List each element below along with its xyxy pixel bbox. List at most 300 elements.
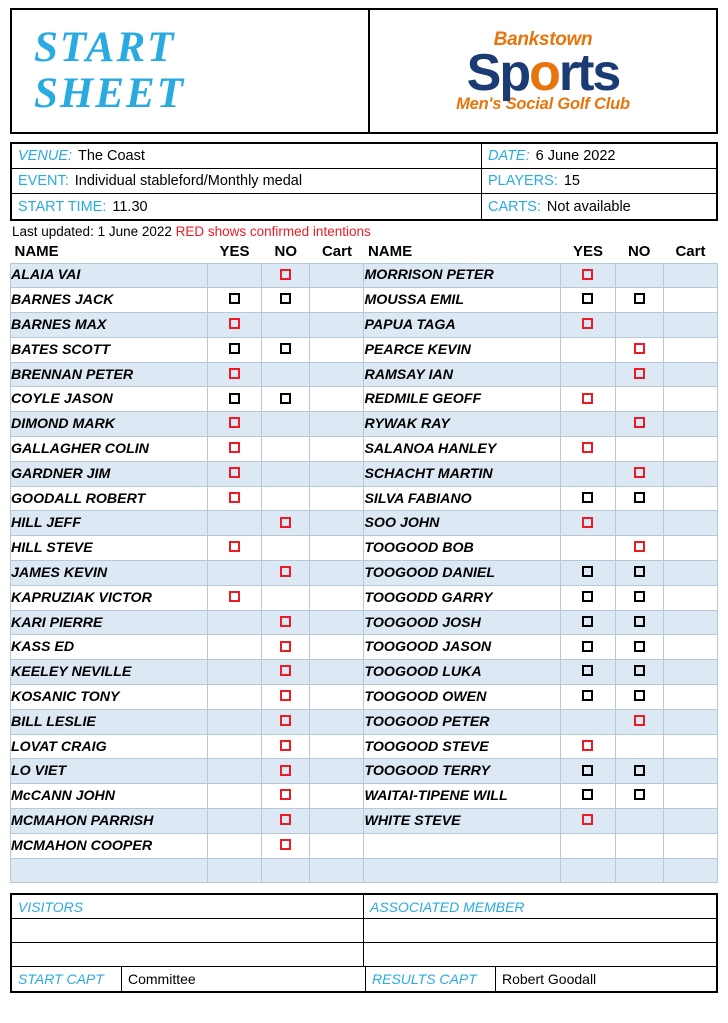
no-checkbox-cell[interactable] (262, 734, 310, 759)
no-checkbox-cell[interactable] (615, 313, 663, 338)
no-checkbox-cell[interactable] (262, 685, 310, 710)
yes-checkbox-cell[interactable] (561, 313, 615, 338)
cart-checkbox-cell[interactable] (663, 387, 717, 412)
yes-checkbox-cell[interactable] (561, 809, 615, 834)
checkbox-red[interactable] (634, 368, 645, 379)
player-name-cell: MCMAHON COOPER (11, 833, 208, 858)
no-checkbox-cell[interactable] (262, 511, 310, 536)
no-checkbox-cell[interactable] (615, 486, 663, 511)
no-checkbox-cell[interactable] (262, 833, 310, 858)
yes-checkbox-cell[interactable] (561, 362, 615, 387)
checkbox-black[interactable] (634, 789, 645, 800)
table-row (11, 263, 718, 288)
checkbox-red[interactable] (280, 740, 291, 751)
no-checkbox-cell[interactable] (615, 437, 663, 462)
no-checkbox-cell[interactable] (262, 610, 310, 635)
no-checkbox-cell[interactable] (615, 734, 663, 759)
cart-checkbox-cell[interactable] (663, 486, 717, 511)
cart-checkbox-cell[interactable] (663, 511, 717, 536)
checkbox-black[interactable] (229, 393, 240, 404)
player-name-cell: TOOGOOD OWEN (364, 685, 561, 710)
player-name-cell: KARI PIERRE (11, 610, 208, 635)
col-header-cart-left: Cart (321, 243, 352, 261)
venue-field (12, 144, 482, 168)
table-row (11, 486, 718, 511)
checkbox-red[interactable] (634, 715, 645, 726)
cart-checkbox-cell[interactable] (310, 610, 364, 635)
visitors-label-cell (12, 895, 364, 918)
yes-checkbox-cell[interactable] (561, 685, 615, 710)
no-checkbox-cell[interactable] (262, 387, 310, 412)
yes-checkbox-cell[interactable] (208, 635, 262, 660)
yes-checkbox-cell[interactable] (208, 585, 262, 610)
yes-checkbox-cell[interactable] (208, 412, 262, 437)
table-row (11, 709, 718, 734)
yes-checkbox-cell[interactable] (208, 337, 262, 362)
yes-checkbox-cell[interactable] (208, 486, 262, 511)
cart-checkbox-cell[interactable] (310, 759, 364, 784)
start-capt-label-cell (12, 967, 122, 991)
no-checkbox-cell[interactable] (262, 536, 310, 561)
checkbox-black[interactable] (634, 566, 645, 577)
document-header (10, 8, 718, 134)
yes-checkbox-cell[interactable] (208, 387, 262, 412)
cart-checkbox-cell[interactable] (310, 635, 364, 660)
cart-checkbox-cell[interactable] (663, 585, 717, 610)
checkbox-red[interactable] (229, 541, 240, 552)
no-checkbox-cell[interactable] (615, 288, 663, 313)
yes-checkbox-cell[interactable] (208, 610, 262, 635)
table-row (11, 511, 718, 536)
player-name-cell: LOVAT CRAIG (11, 734, 208, 759)
no-checkbox-cell[interactable] (615, 263, 663, 288)
checkbox-red[interactable] (582, 517, 593, 528)
document-footer (10, 893, 718, 993)
cart-checkbox-cell[interactable] (663, 536, 717, 561)
start-capt-label: START CAPT (18, 971, 104, 988)
col-header-yes-left: YES (219, 243, 250, 261)
no-checkbox-cell[interactable] (615, 685, 663, 710)
checkbox-black[interactable] (229, 343, 240, 354)
cart-checkbox-cell[interactable] (310, 313, 364, 338)
cart-checkbox-cell[interactable] (663, 784, 717, 809)
cart-checkbox-cell[interactable] (663, 461, 717, 486)
checkbox-red[interactable] (280, 641, 291, 652)
player-name-cell: TOOGOOD TERRY (364, 759, 561, 784)
checkbox-black[interactable] (582, 765, 593, 776)
yes-checkbox-cell[interactable] (561, 734, 615, 759)
checkbox-red[interactable] (582, 393, 593, 404)
cart-checkbox-cell[interactable] (663, 437, 717, 462)
yes-checkbox-cell[interactable] (208, 809, 262, 834)
table-row (11, 337, 718, 362)
no-checkbox-cell[interactable] (262, 709, 310, 734)
yes-checkbox-cell[interactable] (208, 362, 262, 387)
yes-checkbox-cell[interactable] (561, 263, 615, 288)
cart-checkbox-cell[interactable] (663, 635, 717, 660)
player-name-cell: WHITE STEVE (364, 809, 561, 834)
yes-checkbox-cell[interactable] (208, 858, 262, 883)
cart-checkbox-cell[interactable] (310, 337, 364, 362)
no-checkbox-cell[interactable] (615, 833, 663, 858)
table-row (11, 313, 718, 338)
player-name-cell: TOOGOOD LUKA (364, 660, 561, 685)
table-row (11, 585, 718, 610)
checkbox-red[interactable] (582, 269, 593, 280)
table-row (11, 635, 718, 660)
checkbox-black[interactable] (634, 492, 645, 503)
no-checkbox-cell[interactable] (615, 536, 663, 561)
no-checkbox-cell[interactable] (615, 858, 663, 883)
yes-checkbox-cell[interactable] (208, 461, 262, 486)
checkbox-black[interactable] (582, 641, 593, 652)
checkbox-black[interactable] (280, 393, 291, 404)
cart-checkbox-cell[interactable] (310, 387, 364, 412)
cart-checkbox-cell[interactable] (663, 858, 717, 883)
no-checkbox-cell[interactable] (262, 437, 310, 462)
cart-checkbox-cell[interactable] (310, 809, 364, 834)
no-checkbox-cell[interactable] (615, 660, 663, 685)
checkbox-black[interactable] (582, 690, 593, 701)
no-checkbox-cell[interactable] (262, 313, 310, 338)
no-checkbox-cell[interactable] (262, 362, 310, 387)
table-row (11, 437, 718, 462)
player-name-cell: TOOGOOD DANIEL (364, 561, 561, 586)
carts-value: Not available (546, 198, 631, 215)
venue-value: The Coast (78, 148, 145, 164)
checkbox-black[interactable] (634, 665, 645, 676)
cart-checkbox-cell[interactable] (310, 536, 364, 561)
yes-checkbox-cell[interactable] (561, 461, 615, 486)
checkbox-black[interactable] (280, 343, 291, 354)
player-name-cell: BRENNAN PETER (11, 362, 208, 387)
player-name-cell: HILL STEVE (11, 536, 208, 561)
checkbox-red[interactable] (280, 814, 291, 825)
player-name-cell: PAPUA TAGA (364, 313, 561, 338)
visitors-value-cell[interactable] (12, 919, 364, 942)
yes-checkbox-cell[interactable] (208, 685, 262, 710)
no-checkbox-cell[interactable] (615, 759, 663, 784)
visitors-value-cell-2[interactable] (12, 943, 364, 966)
checkbox-red[interactable] (582, 318, 593, 329)
yes-checkbox-cell[interactable] (561, 759, 615, 784)
checkbox-black[interactable] (229, 293, 240, 304)
cart-checkbox-cell[interactable] (310, 784, 364, 809)
no-checkbox-cell[interactable] (262, 486, 310, 511)
cart-checkbox-cell[interactable] (663, 660, 717, 685)
footer-row-captains (12, 967, 716, 991)
yes-checkbox-cell[interactable] (208, 759, 262, 784)
yes-checkbox-cell[interactable] (561, 610, 615, 635)
player-name-cell: HILL JEFF (11, 511, 208, 536)
cart-checkbox-cell[interactable] (663, 362, 717, 387)
cart-checkbox-cell[interactable] (310, 412, 364, 437)
player-name-cell: TOOGOOD STEVE (364, 734, 561, 759)
checkbox-black[interactable] (634, 765, 645, 776)
no-checkbox-cell[interactable] (615, 709, 663, 734)
yes-checkbox-cell[interactable] (208, 833, 262, 858)
no-checkbox-cell[interactable] (262, 337, 310, 362)
cart-checkbox-cell[interactable] (310, 709, 364, 734)
table-row (11, 660, 718, 685)
no-checkbox-cell[interactable] (262, 759, 310, 784)
cart-checkbox-cell[interactable] (663, 313, 717, 338)
yes-checkbox-cell[interactable] (561, 709, 615, 734)
yes-checkbox-cell[interactable] (208, 263, 262, 288)
checkbox-red[interactable] (634, 467, 645, 478)
checkbox-black[interactable] (582, 616, 593, 627)
yes-checkbox-cell[interactable] (208, 709, 262, 734)
yes-checkbox-cell[interactable] (561, 536, 615, 561)
results-capt-label: RESULTS CAPT (372, 971, 477, 988)
checkbox-red[interactable] (280, 715, 291, 726)
no-checkbox-cell[interactable] (262, 461, 310, 486)
info-row-time-carts (12, 194, 716, 219)
checkbox-red[interactable] (280, 765, 291, 776)
cart-checkbox-cell[interactable] (310, 263, 364, 288)
cart-checkbox-cell[interactable] (663, 337, 717, 362)
red-legend-note: RED shows confirmed intentions (175, 224, 371, 239)
start-time-label: START TIME: (18, 198, 107, 215)
cart-checkbox-cell[interactable] (663, 685, 717, 710)
footer-row-blank-1 (12, 919, 716, 943)
yes-checkbox-cell[interactable] (208, 561, 262, 586)
checkbox-black[interactable] (634, 690, 645, 701)
yes-checkbox-cell[interactable] (561, 585, 615, 610)
yes-checkbox-cell[interactable] (208, 437, 262, 462)
no-checkbox-cell[interactable] (615, 461, 663, 486)
table-row (11, 536, 718, 561)
checkbox-red[interactable] (280, 665, 291, 676)
checkbox-red[interactable] (582, 740, 593, 751)
player-name-cell: GALLAGHER COLIN (11, 437, 208, 462)
player-name-cell: REDMILE GEOFF (364, 387, 561, 412)
yes-checkbox-cell[interactable] (561, 784, 615, 809)
player-roster-table (10, 241, 718, 883)
cart-checkbox-cell[interactable] (663, 412, 717, 437)
checkbox-black[interactable] (582, 665, 593, 676)
logo-golf-tee-icon: o (529, 43, 559, 102)
player-name-cell: PEARCE KEVIN (364, 337, 561, 362)
date-field (482, 144, 716, 168)
checkbox-red[interactable] (634, 417, 645, 428)
player-name-cell: SOO JOHN (364, 511, 561, 536)
start-capt-value: Committee (122, 967, 366, 991)
cart-checkbox-cell[interactable] (310, 511, 364, 536)
yes-checkbox-cell[interactable] (561, 660, 615, 685)
checkbox-red[interactable] (280, 690, 291, 701)
checkbox-black[interactable] (582, 591, 593, 602)
yes-checkbox-cell[interactable] (561, 387, 615, 412)
cart-checkbox-cell[interactable] (663, 759, 717, 784)
checkbox-red[interactable] (280, 517, 291, 528)
no-checkbox-cell[interactable] (262, 412, 310, 437)
yes-checkbox-cell[interactable] (561, 833, 615, 858)
no-checkbox-cell[interactable] (262, 585, 310, 610)
table-row (11, 412, 718, 437)
no-checkbox-cell[interactable] (615, 635, 663, 660)
no-checkbox-cell[interactable] (615, 337, 663, 362)
yes-checkbox-cell[interactable] (561, 412, 615, 437)
checkbox-black[interactable] (634, 616, 645, 627)
associated-member-value-cell[interactable] (364, 919, 716, 942)
event-value: Individual stableford/Monthly medal (74, 173, 303, 189)
table-row (11, 561, 718, 586)
no-checkbox-cell[interactable] (615, 387, 663, 412)
player-name-cell: KAPRUZIAK VICTOR (11, 585, 208, 610)
cart-checkbox-cell[interactable] (310, 461, 364, 486)
yes-checkbox-cell[interactable] (561, 858, 615, 883)
carts-field (482, 194, 716, 219)
associated-member-label-cell (364, 895, 716, 918)
checkbox-black[interactable] (634, 591, 645, 602)
player-name-cell (364, 858, 561, 883)
table-row (11, 685, 718, 710)
checkbox-red[interactable] (634, 541, 645, 552)
checkbox-red[interactable] (229, 591, 240, 602)
no-checkbox-cell[interactable] (262, 635, 310, 660)
checkbox-red[interactable] (280, 566, 291, 577)
cart-checkbox-cell[interactable] (310, 486, 364, 511)
no-checkbox-cell[interactable] (262, 858, 310, 883)
checkbox-red[interactable] (280, 839, 291, 850)
player-name-cell: SCHACHT MARTIN (364, 461, 561, 486)
document-title-block (12, 10, 370, 132)
cart-checkbox-cell[interactable] (663, 610, 717, 635)
player-name-cell (11, 858, 208, 883)
no-checkbox-cell[interactable] (262, 784, 310, 809)
cart-checkbox-cell[interactable] (663, 833, 717, 858)
footer-row-headers (12, 895, 716, 919)
venue-label: VENUE: (18, 148, 72, 164)
cart-checkbox-cell[interactable] (663, 809, 717, 834)
checkbox-black[interactable] (582, 789, 593, 800)
checkbox-red[interactable] (582, 442, 593, 453)
yes-checkbox-cell[interactable] (561, 337, 615, 362)
yes-checkbox-cell[interactable] (208, 784, 262, 809)
checkbox-red[interactable] (229, 417, 240, 428)
player-name-cell: KOSANIC TONY (11, 685, 208, 710)
cart-checkbox-cell[interactable] (310, 858, 364, 883)
checkbox-red[interactable] (229, 492, 240, 503)
player-name-cell: MCMAHON PARRISH (11, 809, 208, 834)
checkbox-black[interactable] (280, 293, 291, 304)
checkbox-red[interactable] (634, 343, 645, 354)
checkbox-red[interactable] (229, 318, 240, 329)
player-name-cell: DIMOND MARK (11, 412, 208, 437)
no-checkbox-cell[interactable] (615, 809, 663, 834)
player-name-cell: LO VIET (11, 759, 208, 784)
page-title-line-1: START (34, 23, 176, 71)
checkbox-red[interactable] (229, 442, 240, 453)
yes-checkbox-cell[interactable] (208, 660, 262, 685)
cart-checkbox-cell[interactable] (310, 437, 364, 462)
no-checkbox-cell[interactable] (262, 660, 310, 685)
no-checkbox-cell[interactable] (262, 561, 310, 586)
no-checkbox-cell[interactable] (615, 610, 663, 635)
table-row (11, 784, 718, 809)
cart-checkbox-cell[interactable] (310, 833, 364, 858)
cart-checkbox-cell[interactable] (310, 660, 364, 685)
associated-member-value-cell-2[interactable] (364, 943, 716, 966)
player-name-cell: RYWAK RAY (364, 412, 561, 437)
cart-checkbox-cell[interactable] (663, 288, 717, 313)
player-name-cell: TOOGOOD JASON (364, 635, 561, 660)
player-name-cell: TOOGOOD PETER (364, 709, 561, 734)
no-checkbox-cell[interactable] (615, 511, 663, 536)
checkbox-black[interactable] (582, 492, 593, 503)
checkbox-red[interactable] (280, 789, 291, 800)
logo-wordmark-post: rts (558, 43, 620, 102)
yes-checkbox-cell[interactable] (208, 288, 262, 313)
checkbox-red[interactable] (280, 269, 291, 280)
yes-checkbox-cell[interactable] (561, 561, 615, 586)
footer-row-blank-2 (12, 943, 716, 967)
no-checkbox-cell[interactable] (615, 362, 663, 387)
cart-checkbox-cell[interactable] (310, 734, 364, 759)
cart-checkbox-cell[interactable] (310, 362, 364, 387)
cart-checkbox-cell[interactable] (310, 288, 364, 313)
table-row (11, 833, 718, 858)
table-row (11, 387, 718, 412)
yes-checkbox-cell[interactable] (561, 511, 615, 536)
yes-checkbox-cell[interactable] (561, 635, 615, 660)
players-value: 15 (563, 173, 580, 189)
checkbox-black[interactable] (582, 293, 593, 304)
checkbox-black[interactable] (634, 641, 645, 652)
player-name-cell: SILVA FABIANO (364, 486, 561, 511)
checkbox-black[interactable] (634, 293, 645, 304)
cart-checkbox-cell[interactable] (663, 734, 717, 759)
no-checkbox-cell[interactable] (615, 412, 663, 437)
player-name-cell: COYLE JASON (11, 387, 208, 412)
no-checkbox-cell[interactable] (262, 288, 310, 313)
checkbox-red[interactable] (229, 368, 240, 379)
players-label: PLAYERS: (488, 173, 558, 189)
col-header-name-left: NAME (14, 243, 59, 261)
cart-checkbox-cell[interactable] (310, 561, 364, 586)
no-checkbox-cell[interactable] (262, 809, 310, 834)
cart-checkbox-cell[interactable] (663, 263, 717, 288)
cart-checkbox-cell[interactable] (310, 685, 364, 710)
yes-checkbox-cell[interactable] (561, 486, 615, 511)
player-name-cell: MORRISON PETER (364, 263, 561, 288)
logo-wordmark (466, 43, 620, 102)
col-header-no-left: NO (274, 243, 297, 261)
cart-checkbox-cell[interactable] (663, 709, 717, 734)
table-row (11, 461, 718, 486)
checkbox-red[interactable] (229, 467, 240, 478)
cart-checkbox-cell[interactable] (310, 585, 364, 610)
player-name-cell: JAMES KEVIN (11, 561, 208, 586)
yes-checkbox-cell[interactable] (561, 288, 615, 313)
yes-checkbox-cell[interactable] (561, 437, 615, 462)
cart-checkbox-cell[interactable] (663, 561, 717, 586)
yes-checkbox-cell[interactable] (208, 734, 262, 759)
no-checkbox-cell[interactable] (615, 784, 663, 809)
no-checkbox-cell[interactable] (615, 561, 663, 586)
no-checkbox-cell[interactable] (262, 263, 310, 288)
players-field (482, 169, 716, 193)
yes-checkbox-cell[interactable] (208, 313, 262, 338)
yes-checkbox-cell[interactable] (208, 511, 262, 536)
yes-checkbox-cell[interactable] (208, 536, 262, 561)
checkbox-red[interactable] (280, 616, 291, 627)
no-checkbox-cell[interactable] (615, 585, 663, 610)
col-header-yes-right: YES (572, 243, 603, 261)
checkbox-black[interactable] (582, 566, 593, 577)
checkbox-red[interactable] (582, 814, 593, 825)
